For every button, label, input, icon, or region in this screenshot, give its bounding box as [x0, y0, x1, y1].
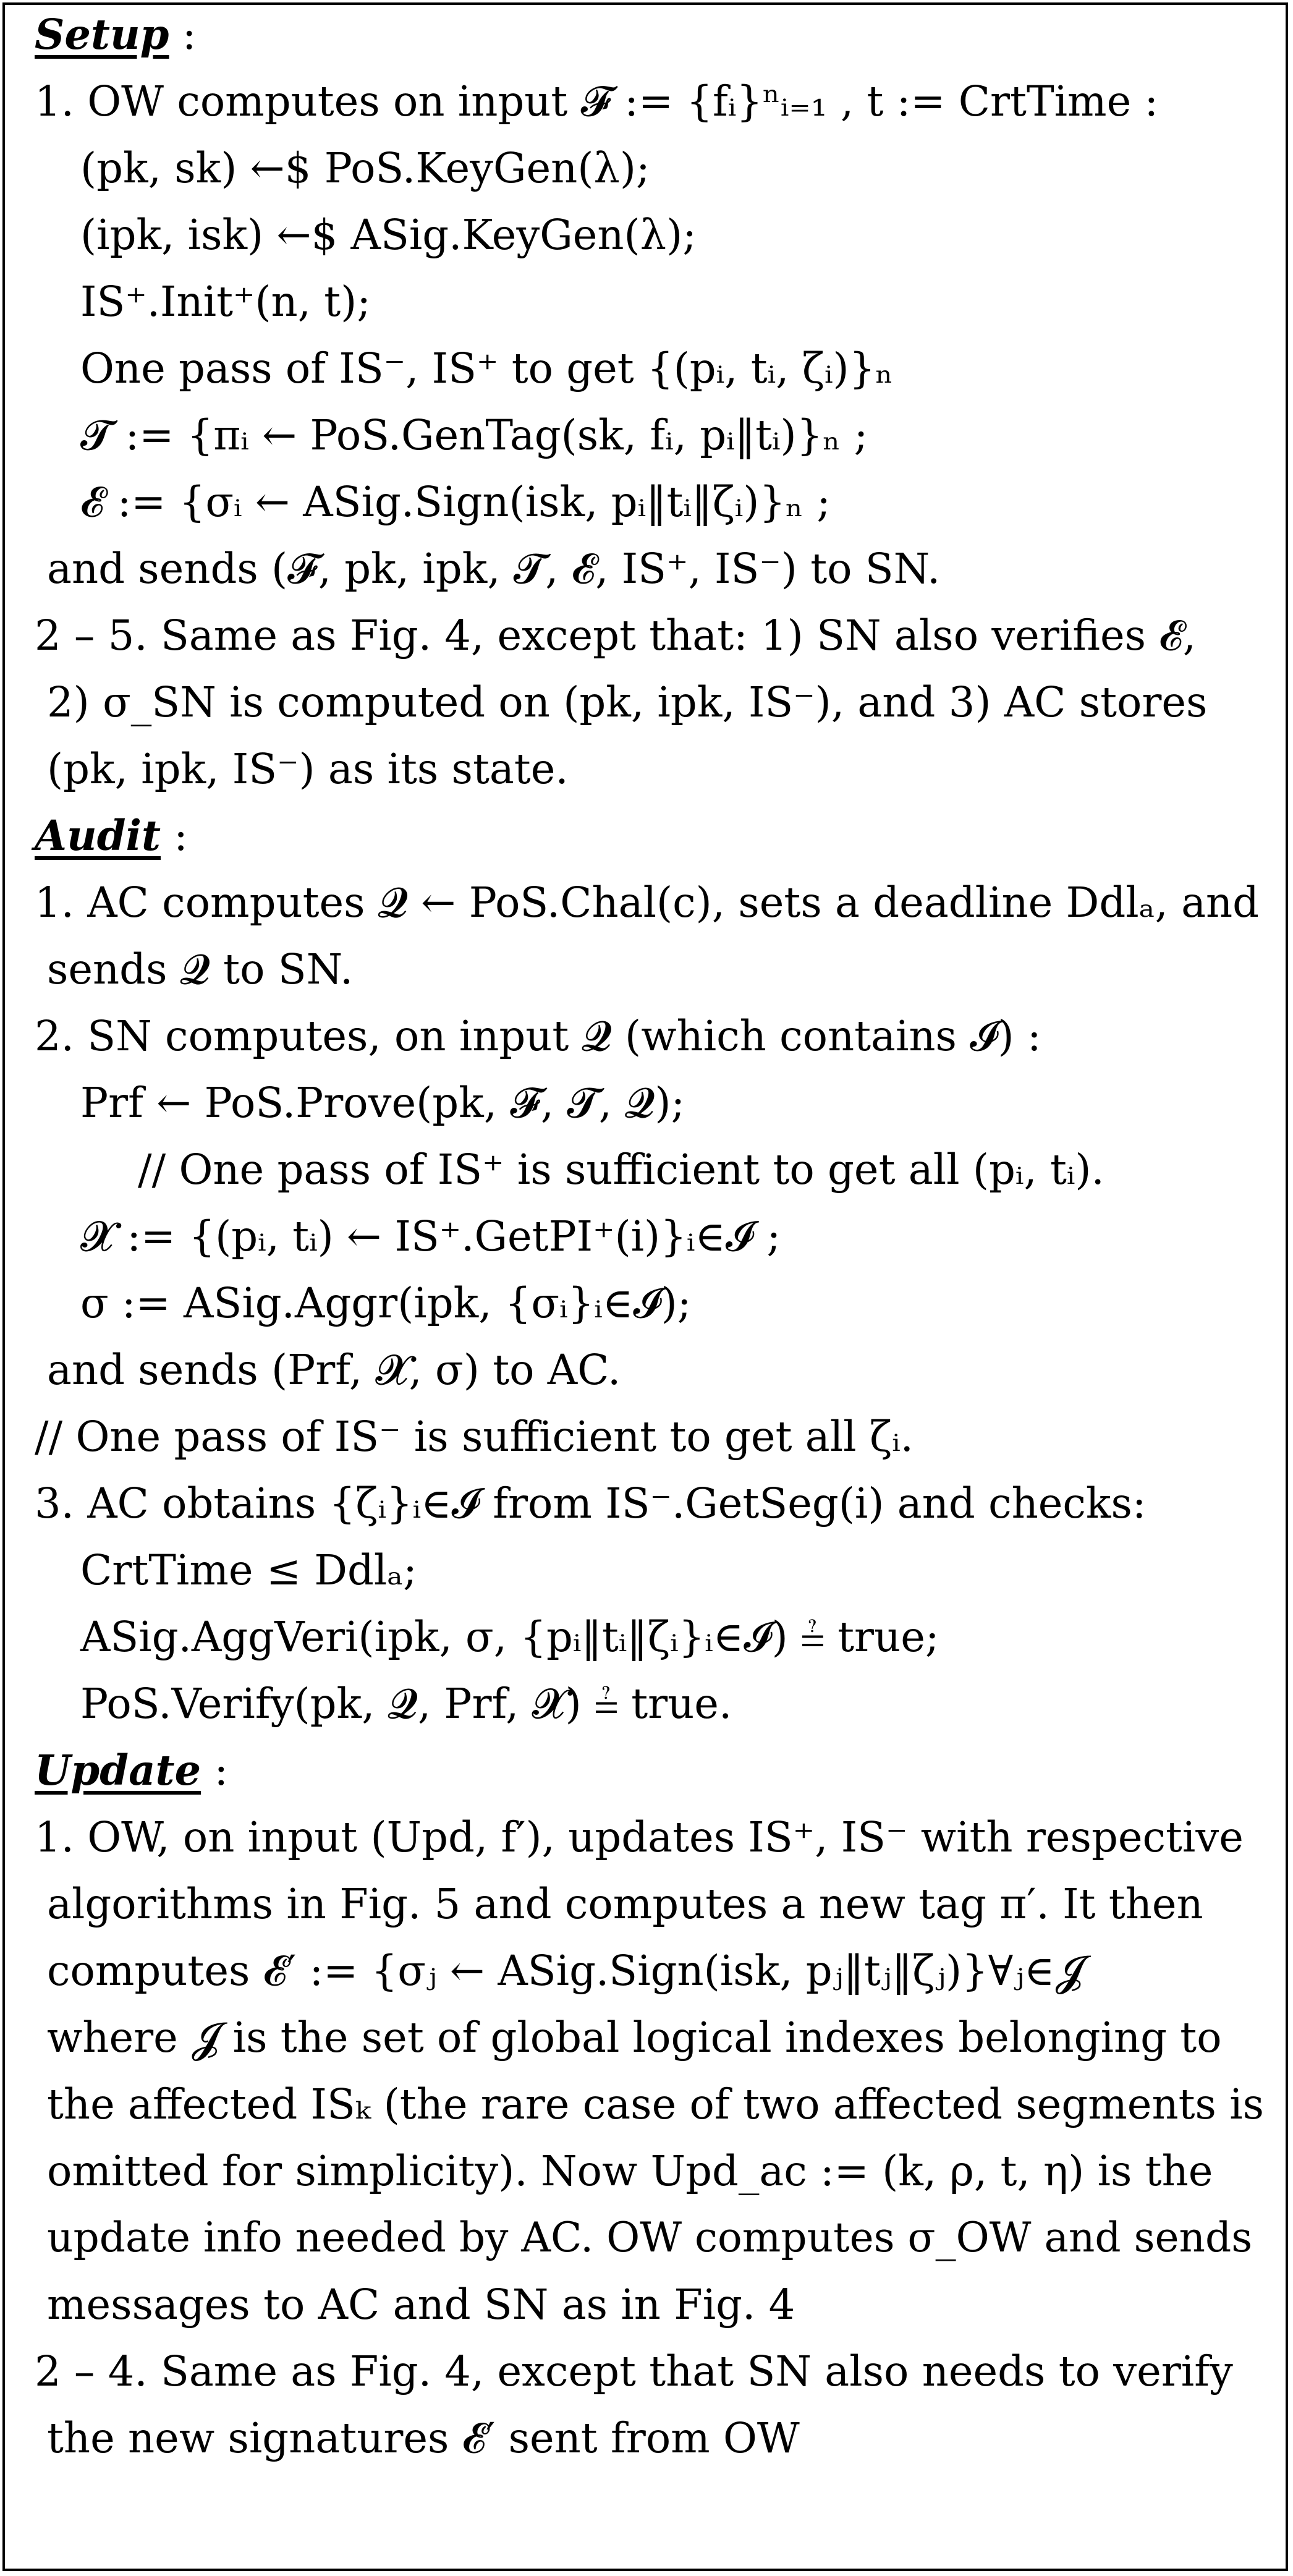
update-step-1-cont-4: the affected ISₖ (the rare case of two affected segments is	[47, 2080, 1265, 2128]
audit-sends: and sends (Prf, 𝓧, σ) to AC.	[47, 1346, 621, 1394]
setup-heading-line	[35, 10, 196, 59]
setup-one-pass: One pass of IS⁻, IS⁺ to get {(pᵢ, tᵢ, ζᵢ)}ₙ	[80, 344, 894, 393]
update-step-1-cont-3: where 𝓙 is the set of global logical indexes belonging to	[47, 2013, 1222, 2062]
audit-prove: Prf ← PoS.Prove(pk, 𝓕, 𝓣, 𝓠);	[80, 1079, 685, 1127]
setup-step-2-5: 2 – 5. Same as Fig. 4, except that: 1) SN also verifies 𝓔,	[35, 611, 1196, 660]
audit-comment-1: // One pass of IS⁺ is sufficient to get all (pᵢ, tᵢ).	[138, 1146, 1104, 1194]
setup-keygen-asig: (ipk, isk) ←$ ASig.KeyGen(λ);	[80, 211, 697, 259]
audit-getpi: 𝓧 := {(pᵢ, tᵢ) ← IS⁺.GetPI⁺(i)}ᵢ∈𝓘 ;	[80, 1212, 781, 1260]
audit-crttime: CrtTime ≤ Ddlₐ;	[80, 1546, 417, 1594]
audit-step-2: 2. SN computes, on input 𝓠 (which contains 𝓘) :	[35, 1012, 1041, 1060]
audit-comment-2: // One pass of IS⁻ is sufficient to get all ζᵢ.	[35, 1413, 914, 1461]
audit-verify: PoS.Verify(pk, 𝓠, Prf, 𝓧) ≟ true.	[80, 1680, 732, 1728]
update-heading-line	[35, 1746, 228, 1795]
audit-heading-line	[35, 811, 188, 861]
audit-aggr: σ := ASig.Aggr(ipk, {σᵢ}ᵢ∈𝓘);	[80, 1279, 692, 1327]
audit-step-1-cont: sends 𝓠 to SN.	[47, 945, 354, 993]
audit-aggveri: ASig.AggVeri(ipk, σ, {pᵢ‖tᵢ‖ζᵢ}ᵢ∈𝓘) ≟ true;	[80, 1613, 939, 1661]
update-step-1-cont-1: algorithms in Fig. 5 and computes a new tag π′. It then	[47, 1880, 1203, 1928]
update-step-1-cont-5: omitted for simplicity). Now Upd_ac := (k, ρ, t, η) is the	[47, 2147, 1213, 2195]
setup-init: IS⁺.Init⁺(n, t);	[80, 278, 371, 326]
audit-heading: Audit	[35, 811, 161, 860]
setup-keygen-pos: (pk, sk) ←$ PoS.KeyGen(λ);	[80, 144, 650, 192]
setup-step-2-5-cont-2: (pk, ipk, IS⁻) as its state.	[47, 745, 569, 793]
update-step-1-cont-2: computes 𝓔′ := {σⱼ ← ASig.Sign(isk, pⱼ‖tⱼ‖ζⱼ)}∀ⱼ∈𝓙	[47, 1947, 1083, 1995]
setup-step-1: 1. OW computes on input 𝓕 := {fᵢ}ⁿᵢ₌₁ , t := CrtTime :	[35, 77, 1159, 125]
setup-sign: 𝓔 := {σᵢ ← ASig.Sign(isk, pᵢ‖tᵢ‖ζᵢ)}ₙ ;	[80, 478, 831, 526]
update-step-1-cont-6: update info needed by AC. OW computes σ_OW and sends	[47, 2214, 1253, 2261]
protocol-figure	[2, 2, 1288, 2571]
setup-gentag: 𝓣 := {πᵢ ← PoS.GenTag(sk, fᵢ, pᵢ‖tᵢ)}ₙ ;	[80, 411, 868, 459]
setup-colon: :	[182, 11, 197, 59]
setup-heading: Setup	[35, 10, 169, 59]
update-step-2-4: 2 – 4. Same as Fig. 4, except that SN also needs to verify	[35, 2347, 1233, 2395]
audit-colon: :	[174, 812, 188, 860]
setup-step-2-5-cont-1: 2) σ_SN is computed on (pk, ipk, IS⁻), and 3) AC stores	[47, 678, 1208, 726]
audit-step-3: 3. AC obtains {ζᵢ}ᵢ∈𝓘 from IS⁻.GetSeg(i) and checks:	[35, 1479, 1147, 1528]
update-heading: Update	[35, 1746, 201, 1795]
update-step-1-cont-7: messages to AC and SN as in Fig. 4	[47, 2281, 795, 2329]
update-step-2-4-cont: the new signatures 𝓔′ sent from OW	[47, 2414, 800, 2462]
setup-sends: and sends (𝓕, pk, ipk, 𝓣, 𝓔, IS⁺, IS⁻) to SN.	[47, 545, 941, 593]
update-step-1: 1. OW, on input (Upd, f′), updates IS⁺, IS⁻ with respective	[35, 1813, 1244, 1861]
audit-step-1: 1. AC computes 𝓠 ← PoS.Chal(c), sets a deadline Ddlₐ, and	[35, 878, 1260, 927]
update-colon: :	[214, 1746, 229, 1795]
